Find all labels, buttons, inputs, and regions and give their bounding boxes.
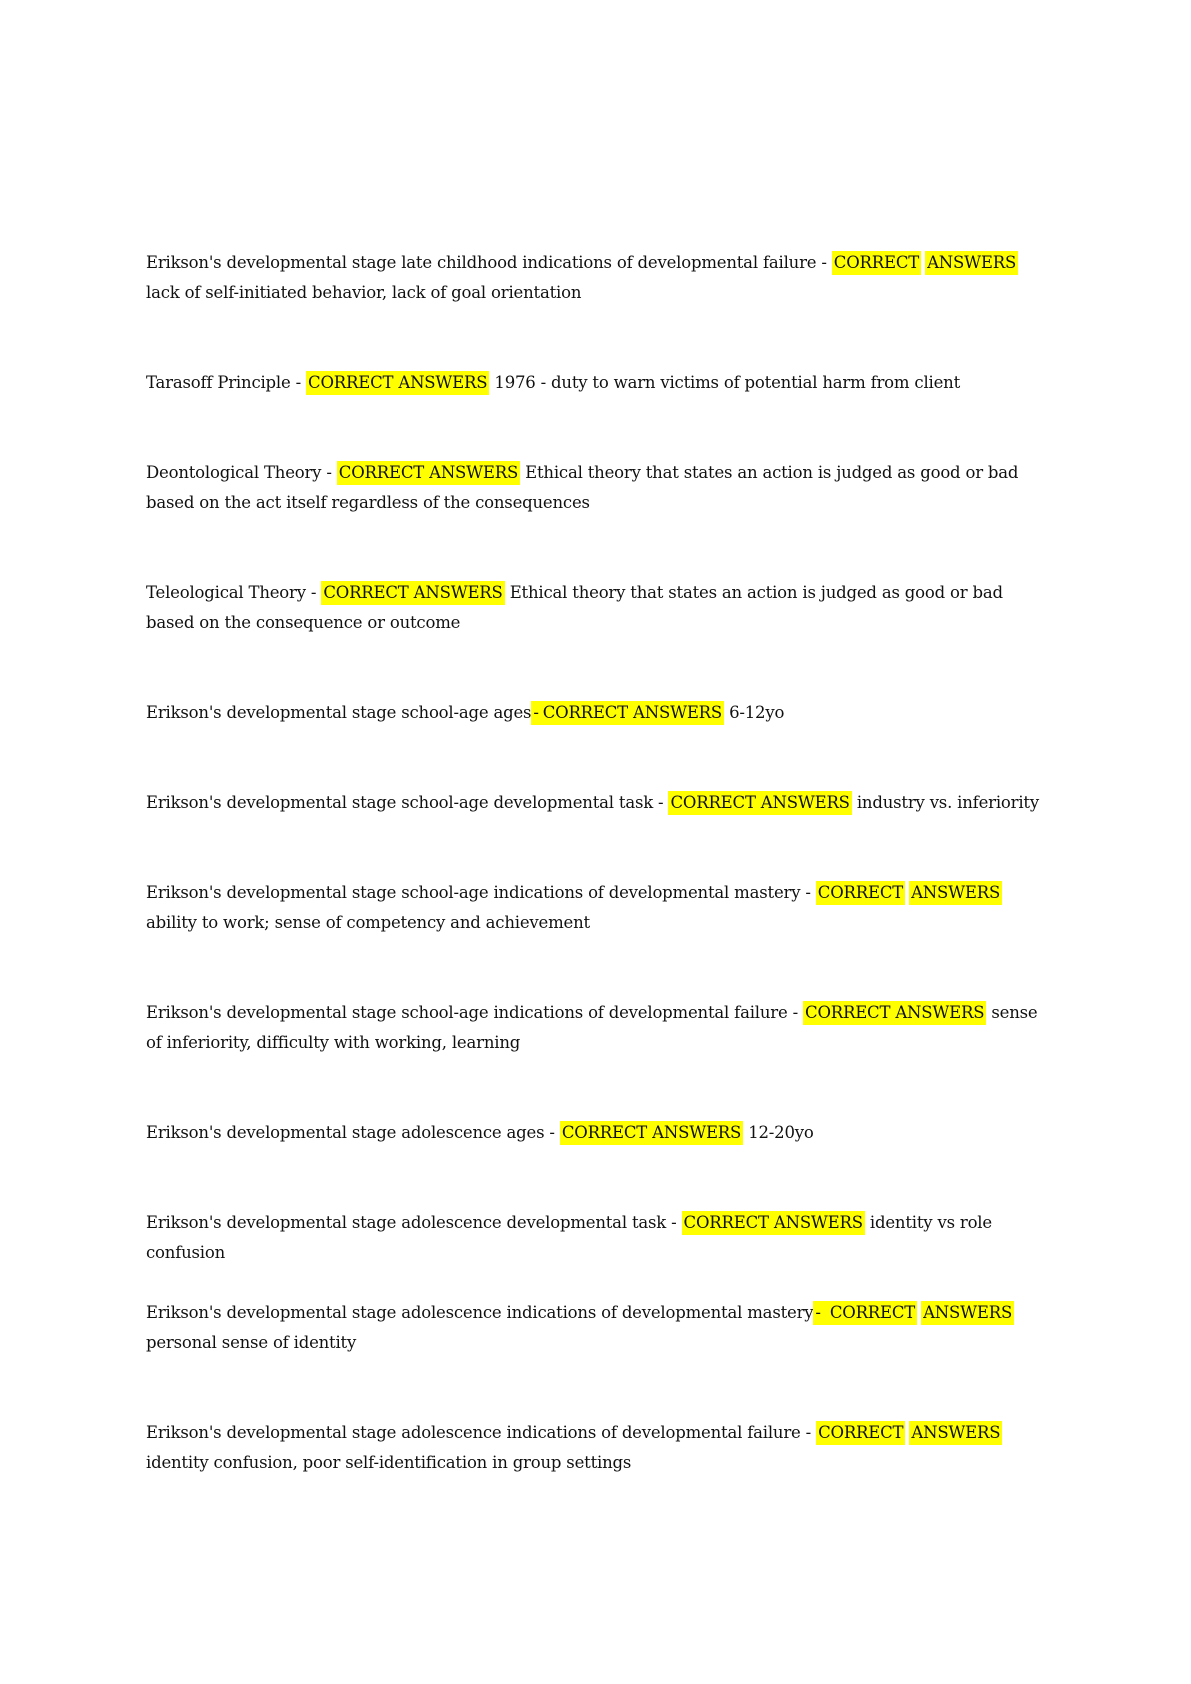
entry-answer: identity vs role confusion [146, 1213, 992, 1262]
entry-10 [146, 1208, 1056, 1268]
entry-answer: personal sense of identity [146, 1333, 357, 1352]
entry-term: Erikson's developmental stage school-age ages [146, 703, 532, 722]
answer-highlight: ANSWERS [921, 1301, 1014, 1325]
entry-term: Erikson's developmental stage late childhood indications of developmental failure - [146, 253, 832, 272]
answer-highlight: ANSWERS [925, 251, 1018, 275]
entry-5 [146, 698, 1056, 728]
answer-highlight: ANSWERS [909, 881, 1002, 905]
answer-highlight: CORRECT ANSWERS [682, 1211, 865, 1235]
entry-4 [146, 578, 1056, 638]
answer-highlight: CORRECT ANSWERS [306, 371, 489, 395]
answer-highlight: CORRECT ANSWERS [541, 701, 724, 725]
entry-2 [146, 368, 1056, 398]
entry-8 [146, 998, 1056, 1058]
entry-term: Deontological Theory - [146, 463, 337, 482]
entry-3 [146, 458, 1056, 518]
entry-answer: ability to work; sense of competency and achievement [146, 913, 590, 932]
answer-highlight: CORRECT [816, 1421, 905, 1445]
entry-term: Tarasoff Principle - [146, 373, 307, 392]
entry-6 [146, 788, 1056, 818]
entry-term: Erikson's developmental stage school-age indications of developmental mastery - [146, 883, 816, 902]
entry-11 [146, 1298, 1056, 1358]
answer-highlight: CORRECT ANSWERS [337, 461, 520, 485]
answer-highlight: CORRECT ANSWERS [668, 791, 851, 815]
entry-1 [146, 248, 1056, 308]
entry-term: Erikson's developmental stage adolescence indications of developmental failure - [146, 1423, 817, 1442]
answer-highlight: ANSWERS [909, 1421, 1002, 1445]
entry-answer: lack of self-initiated behavior, lack of goal orientation [146, 283, 582, 302]
entry-answer: 12-20yo [748, 1123, 814, 1142]
answer-highlight-dash: - [531, 701, 540, 725]
answer-highlight-dash: - [813, 1301, 827, 1325]
entry-answer: Ethical theory that states an action is judged as good or bad based on the act itself regardless of the consequences [146, 463, 1019, 512]
answer-highlight: CORRECT [832, 251, 921, 275]
answer-highlight: CORRECT ANSWERS [803, 1001, 986, 1025]
entry-term: Erikson's developmental stage adolescence developmental task - [146, 1213, 682, 1232]
answer-highlight: CORRECT [816, 881, 905, 905]
entry-term: Teleological Theory - [146, 583, 322, 602]
entry-answer: 6-12yo [729, 703, 785, 722]
entry-answer: industry vs. inferiority [856, 793, 1039, 812]
answer-highlight: CORRECT ANSWERS [321, 581, 504, 605]
answer-highlight: CORRECT ANSWERS [560, 1121, 743, 1145]
entry-answer: sense of inferiority, difficulty with working, learning [146, 1003, 1038, 1052]
entry-answer: identity confusion, poor self-identification in group settings [146, 1453, 632, 1472]
entry-answer: 1976 - duty to warn victims of potential harm from client [494, 373, 961, 392]
entry-12 [146, 1418, 1056, 1478]
entry-term: Erikson's developmental stage school-age indications of developmental failure - [146, 1003, 804, 1022]
entry-9 [146, 1118, 1056, 1148]
entry-answer: Ethical theory that states an action is judged as good or bad based on the consequence or outcome [146, 583, 1003, 632]
entry-7 [146, 878, 1056, 938]
answer-highlight: CORRECT [828, 1301, 917, 1325]
entry-term: Erikson's developmental stage adolescence indications of developmental mastery [146, 1303, 814, 1322]
entry-term: Erikson's developmental stage school-age developmental task - [146, 793, 669, 812]
entry-term: Erikson's developmental stage adolescence ages - [146, 1123, 560, 1142]
